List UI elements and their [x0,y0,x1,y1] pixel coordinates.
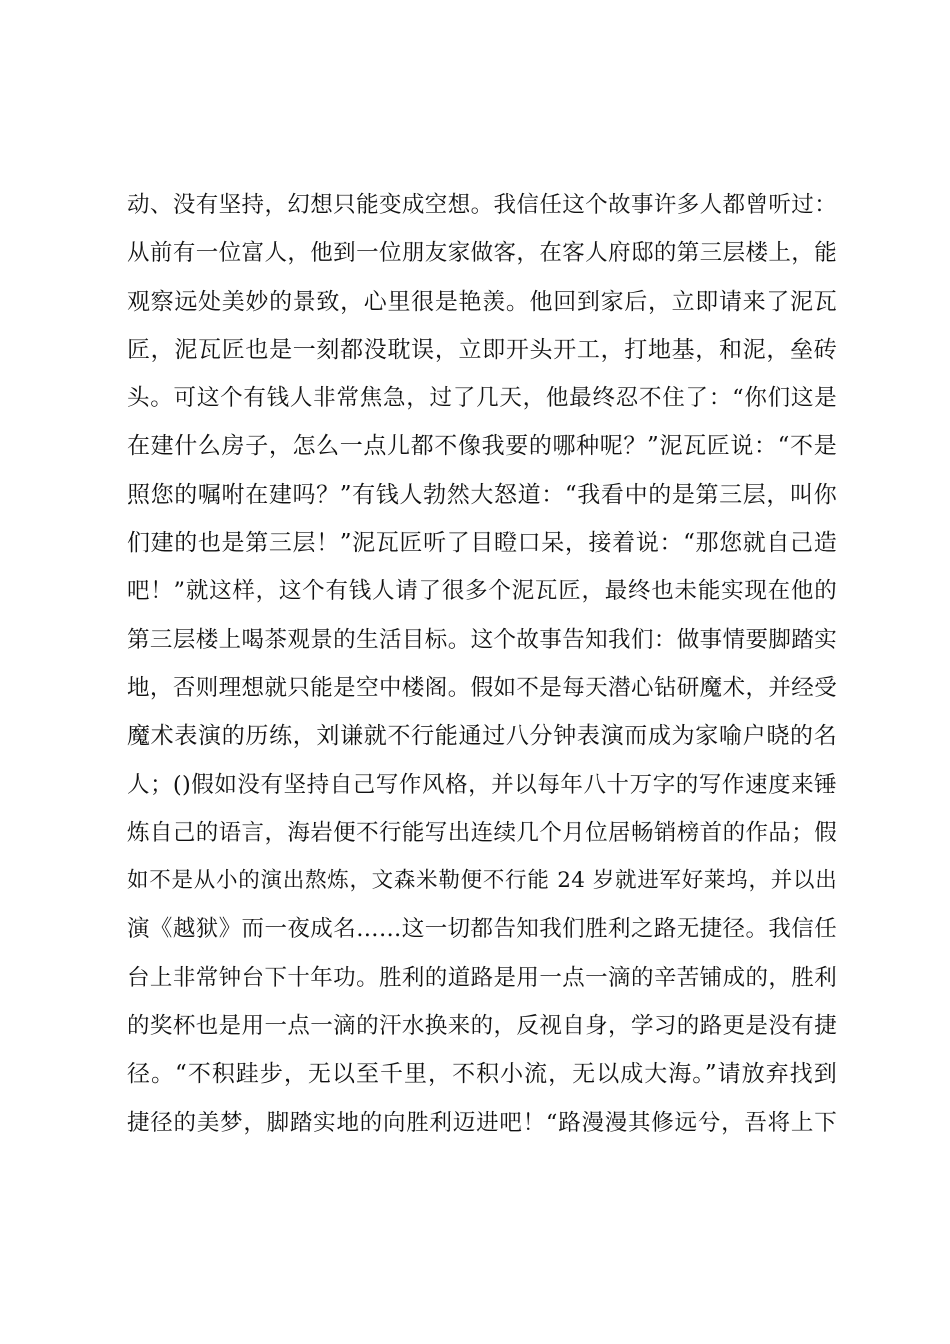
text-line: 动、没有坚持，幻想只能变成空想。我信任这个故事许多人都曾听过： [127,192,837,218]
text-line: 照您的嘱咐在建吗？”有钱人勃然大怒道：“我看中的是第三层，叫你 [127,481,837,508]
text-line: 径。“不积跬步，无以至千里，不积小流，无以成大海。”请放弃找到 [127,1061,837,1088]
text-line: 头。可这个有钱人非常焦急，过了几天，他最终忍不住了：“你们这是 [127,385,837,412]
text-line: 炼自己的语言，海岩便不行能写出连续几个月位居畅销榜首的作品；假 [127,819,837,846]
text-line: 从前有一位富人，他到一位朋友家做客，在客人府邸的第三层楼上，能 [127,240,837,267]
text-line: 匠，泥瓦匠也是一刻都没耽误，立即开头开工，打地基，和泥，垒砖 [127,336,837,363]
text-line: 观察远处美妙的景致，心里很是艳羡。他回到家后，立即请来了泥瓦 [127,288,837,315]
text-line: 台上非常钟台下十年功。胜利的道路是用一点一滴的辛苦铺成的，胜利 [127,964,837,991]
text-line: 捷径的美梦，脚踏实地的向胜利迈进吧！“路漫漫其修远兮，吾将上下 [127,1109,837,1136]
text-line: 第三层楼上喝茶观景的生活目标。这个故事告知我们：做事情要脚踏实 [127,626,837,653]
text-line: 的奖杯也是用一点一滴的汗水换来的，反视自身，学习的路更是没有捷 [127,1013,837,1040]
text-line: 在建什么房子，怎么一点儿都不像我要的哪种呢？”泥瓦匠说：“不是 [127,433,837,460]
body-text [127,186,837,1152]
text-line: 吧！”就这样，这个有钱人请了很多个泥瓦匠，最终也未能实现在他的 [127,578,837,605]
text-line: 人；()假如没有坚持自己写作风格，并以每年八十万字的写作速度来锤 [127,771,837,798]
text-line: 演《越狱》而一夜成名……这一切都告知我们胜利之路无捷径。我信任 [127,916,837,943]
text-line: 们建的也是第三层！”泥瓦匠听了目瞪口呆，接着说：“那您就自己造 [127,530,837,557]
text-line: 魔术表演的历练，刘谦就不行能通过八分钟表演而成为家喻户晓的名 [127,723,837,750]
text-line: 地，否则理想就只能是空中楼阁。假如不是每天潜心钻研魔术，并经受 [127,674,837,701]
text-line: 如不是从小的演出熬炼，文森米勒便不行能 24 岁就进军好莱坞，并以出 [127,868,837,894]
